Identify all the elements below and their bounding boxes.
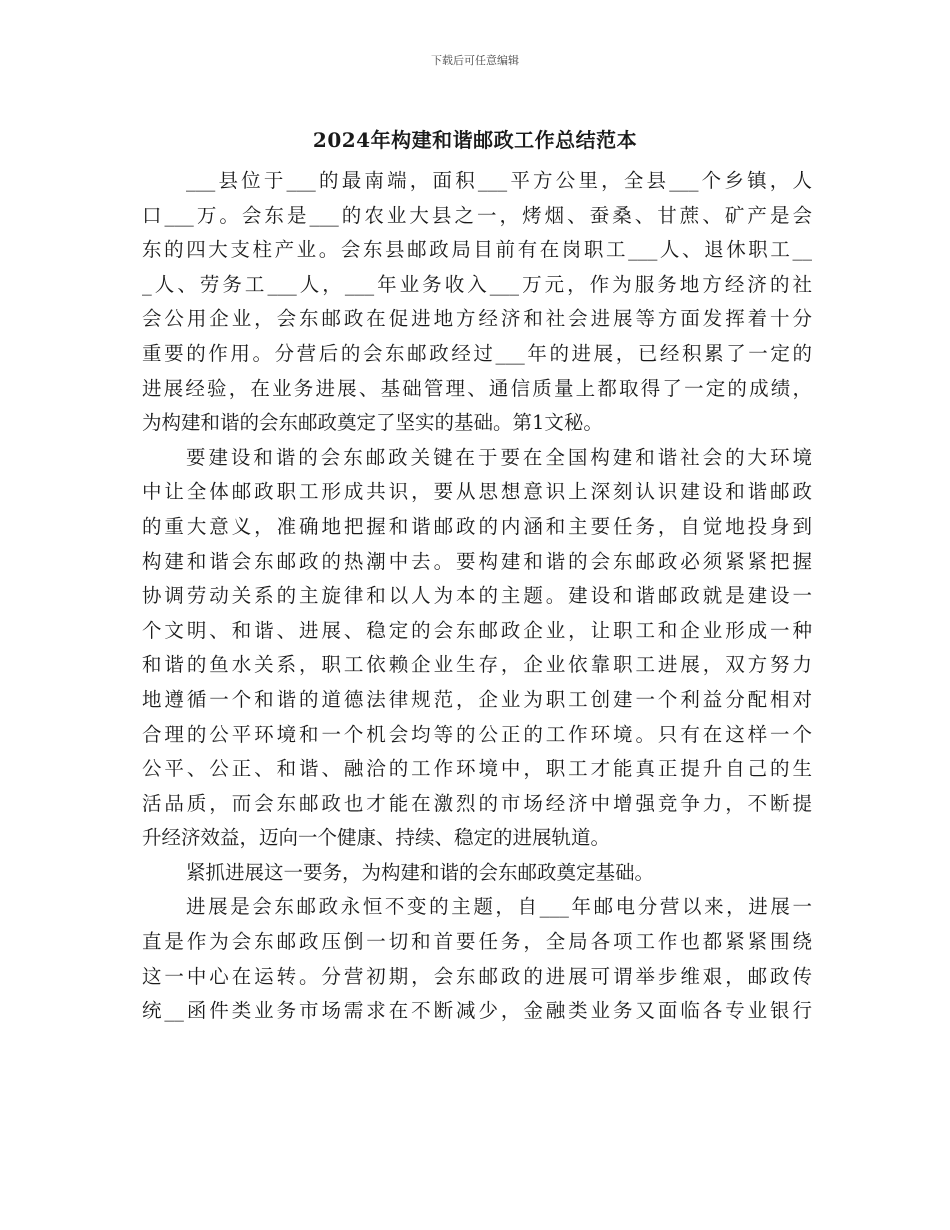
body-text-line: 活品质，而会东邮政也才能在激烈的市场经济中增强竞争力，不断提 (142, 791, 812, 815)
body-text-line: 公平、公正、和谐、融洽的工作环境中，职工才能真正提升自己的生 (142, 757, 812, 781)
body-text-line: 统__函件类业务市场需求在不断减少，金融类业务又面临各专业银行 (142, 999, 812, 1023)
body-text-line: 东的四大支柱产业。会东县邮政局目前有在岗职工___人、退休职工__ (142, 238, 812, 262)
document-body (142, 164, 812, 1029)
body-text-line: 和谐的鱼水关系，职工依赖企业生存，企业依靠职工进展，双方努力 (142, 653, 812, 677)
body-text-line: 地遵循一个和谐的道德法律规范，企业为职工创建一个利益分配相对 (142, 687, 812, 711)
body-text-line: 进展经验，在业务进展、基础管理、通信质量上都取得了一定的成绩， (142, 376, 812, 400)
body-text-line: 个文明、和谐、进展、稳定的会东邮政企业，让职工和企业形成一种 (142, 618, 812, 642)
body-text-line: 进展是会东邮政永恒不变的主题，自___年邮电分营以来，进展一 (186, 895, 812, 919)
body-text-line: 要建设和谐的会东邮政关键在于要在全国构建和谐社会的大环境 (186, 445, 812, 469)
body-text-line: 合理的公平环境和一个机会均等的公正的工作环境。只有在这样一个 (142, 722, 812, 746)
body-text-line: 为构建和谐的会东邮政奠定了坚实的基础。第1文秘。 (142, 411, 603, 435)
body-text-line: 紧抓进展这一要务，为构建和谐的会东邮政奠定基础。 (186, 860, 655, 884)
document-title: 2024年构建和谐邮政工作总结范本 (312, 128, 638, 152)
body-text-line: 构建和谐会东邮政的热潮中去。要构建和谐的会东邮政必须紧紧把握 (142, 549, 812, 573)
body-text-line: 会公用企业，会东邮政在促进地方经济和社会进展等方面发挥着十分 (142, 307, 812, 331)
body-text-line: 协调劳动关系的主旋律和以人为本的主题。建设和谐邮政就是建设一 (142, 584, 812, 608)
body-text-line: 直是作为会东邮政压倒一切和首要任务，全局各项工作也都紧紧围绕 (142, 930, 812, 954)
body-text-line: _人、劳务工___人，___年业务收入___万元，作为服务地方经济的社 (142, 272, 812, 296)
body-text-line: 的重大意义，准确地把握和谐邮政的内涵和主要任务，自觉地投身到 (142, 514, 812, 538)
header-note: 下载后可任意编辑 (431, 54, 519, 67)
body-text-line: 这一中心在运转。分营初期，会东邮政的进展可谓举步维艰，邮政传 (142, 964, 812, 988)
body-text-line: ___县位于___的最南端，面积___平方公里，全县___个乡镇，人 (186, 169, 812, 192)
body-text-line: 中让全体邮政职工形成共识，要从思想意识上深刻认识建设和谐邮政 (142, 480, 812, 504)
body-text-line: 升经济效益，迈向一个健康、持续、稳定的进展轨道。 (142, 826, 611, 850)
body-text-line: 口___万。会东是___的农业大县之一，烤烟、蚕桑、甘蔗、矿产是会 (142, 203, 812, 227)
body-text-line: 重要的作用。分营后的会东邮政经过___年的进展，已经积累了一定的 (142, 341, 812, 365)
